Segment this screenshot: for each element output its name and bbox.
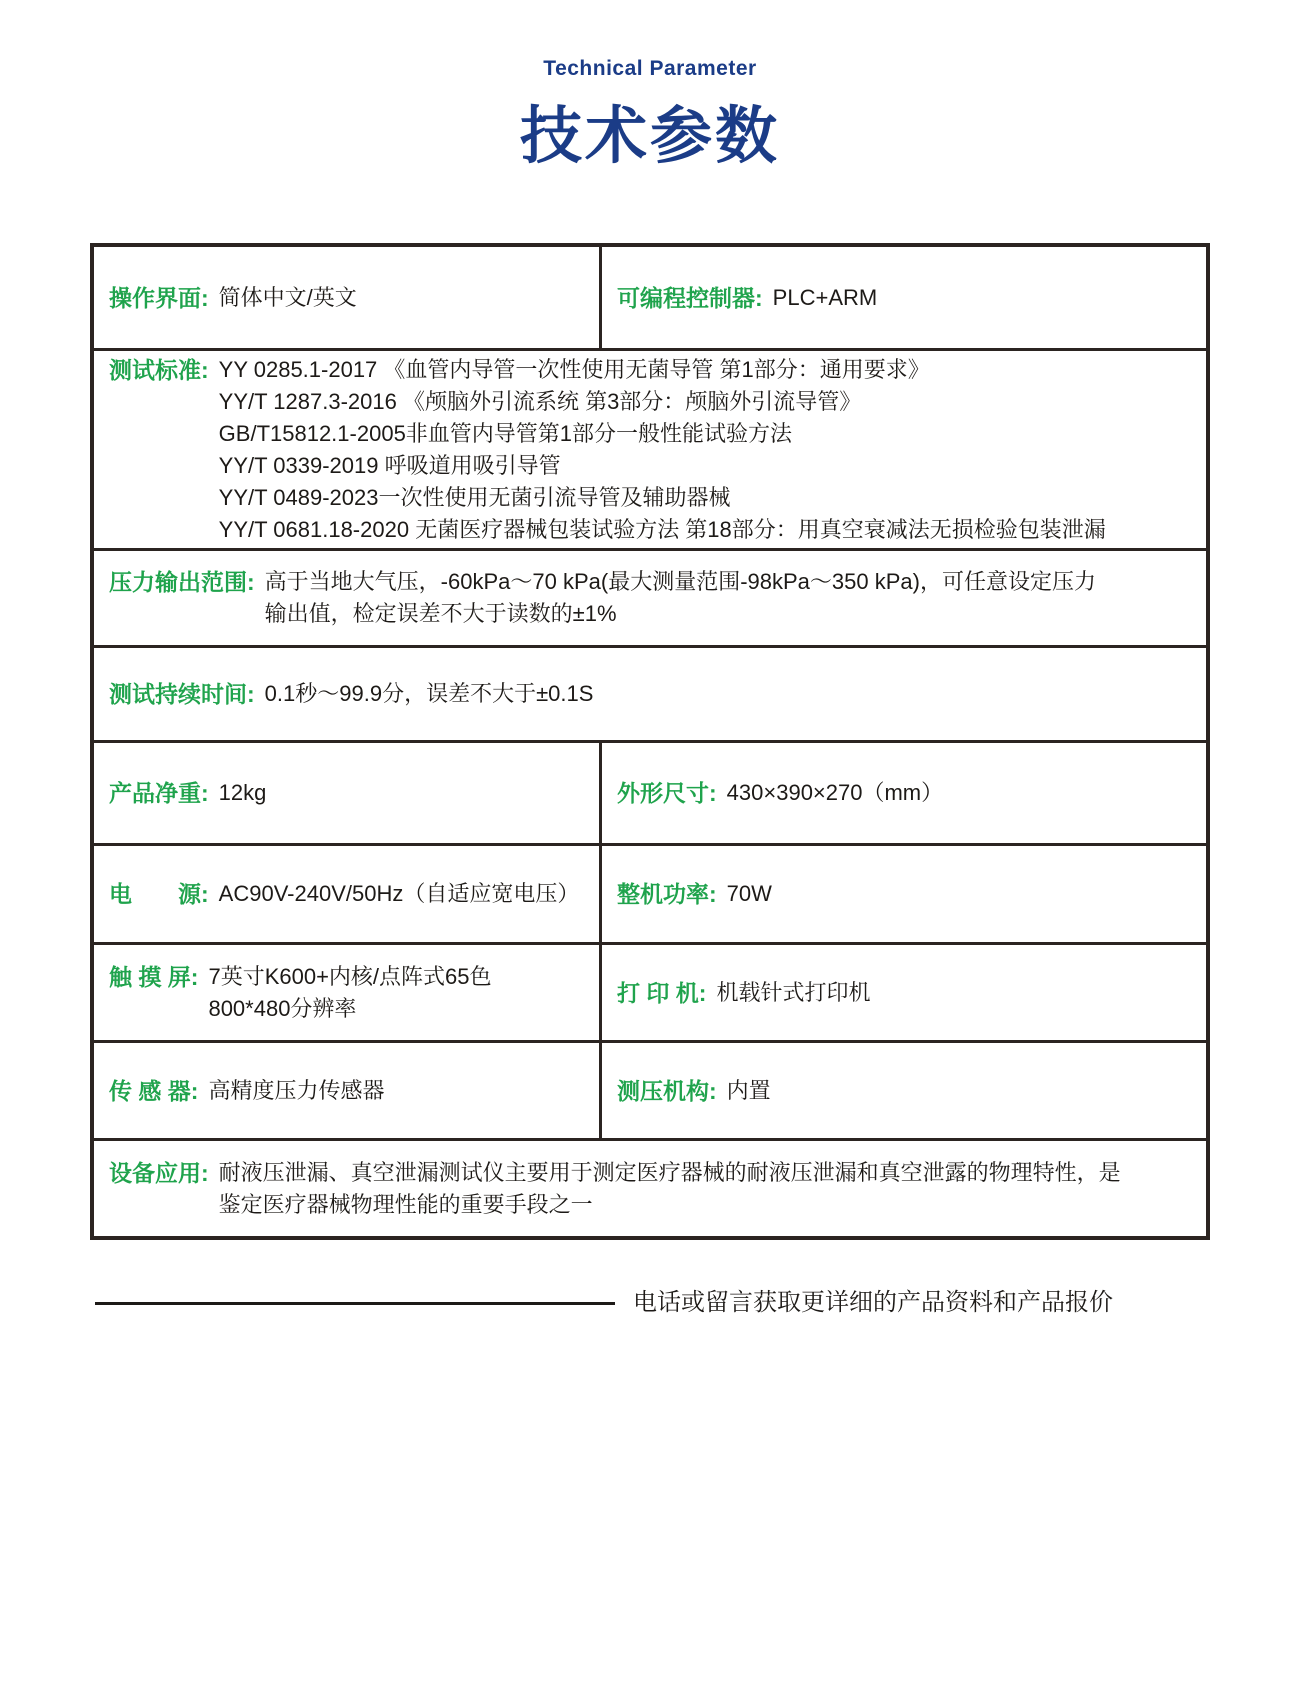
standard-line: YY/T 1287.3-2016 《颅脑外引流系统 第3部分：颅脑外引流导管》 xyxy=(218,388,862,414)
cell-pressure-range xyxy=(94,551,1206,645)
footer-rule xyxy=(95,1302,615,1305)
spec-table xyxy=(90,243,1210,1240)
cell-touchscreen xyxy=(94,945,602,1040)
dimensions-value: 430×390×270（mm） xyxy=(726,780,944,805)
total-power-label: 整机功率: xyxy=(617,881,717,907)
standard-line: YY/T 0681.18-2020 无菌医疗器械包装试验方法 第18部分：用真空衰减法无损检验包装泄漏 xyxy=(218,516,1106,542)
touchscreen-line: 800*480分辨率 xyxy=(208,995,357,1021)
operation-interface-value: 简体中文/英文 xyxy=(218,284,357,310)
net-weight-label: 产品净重: xyxy=(109,780,209,806)
pressure-range-line: 高于当地大气压，-60kPa～70 kPa(最大测量范围-98kPa～350 kPa)，可任意设定压力 xyxy=(264,569,1096,594)
pressure-mechanism-label: 测压机构: xyxy=(617,1077,717,1104)
operation-interface-label: 操作界面: xyxy=(109,284,209,311)
total-power-value: 70W xyxy=(726,881,772,906)
cell-power-supply xyxy=(94,846,602,942)
row-test-standards xyxy=(94,351,1206,551)
application-label: 设备应用: xyxy=(109,1159,209,1186)
application-line: 耐液压泄漏、真空泄漏测试仪主要用于测定医疗器械的耐液压泄漏和真空泄露的物理特性，是 xyxy=(218,1159,1121,1185)
cell-total-power xyxy=(602,846,1206,942)
page-title: 技术参数 xyxy=(519,102,780,171)
touchscreen-label: 触 摸 屏: xyxy=(109,963,199,990)
row-operation-plc xyxy=(94,247,1206,351)
standard-line: YY/T 0339-2019 呼吸道用吸引导管 xyxy=(218,452,561,478)
cell-printer xyxy=(602,945,1206,1040)
row-power-supply-power xyxy=(94,846,1206,945)
plc-label: 可编程控制器: xyxy=(617,284,763,311)
plc-value: PLC+ARM xyxy=(772,284,878,310)
cell-net-weight xyxy=(94,743,602,843)
row-weight-dimensions xyxy=(94,743,1206,846)
cell-dimensions xyxy=(602,743,1206,843)
row-application xyxy=(94,1141,1206,1236)
test-duration-label: 测试持续时间: xyxy=(109,681,255,707)
pressure-range-value xyxy=(265,566,1096,630)
power-supply-label: 电 源: xyxy=(109,881,209,907)
standard-line: YY 0285.1-2017 《血管内导管一次性使用无菌导管 第1部分：通用要求》 xyxy=(218,356,930,382)
dimensions-label: 外形尺寸: xyxy=(617,780,717,806)
cell-pressure-mechanism xyxy=(602,1043,1206,1138)
row-touchscreen-printer xyxy=(94,945,1206,1043)
cell-sensor xyxy=(94,1043,602,1138)
pressure-range-line: 输出值，检定误差不大于读数的±1% xyxy=(264,601,617,626)
printer-label: 打 印 机: xyxy=(617,979,707,1006)
touchscreen-value xyxy=(208,961,491,1025)
net-weight-value: 12kg xyxy=(218,780,267,805)
footer-note: 电话或留言获取更详细的产品资料和产品报价 xyxy=(633,1289,1113,1316)
row-pressure-range xyxy=(94,551,1206,648)
test-duration-value: 0.1秒～99.9分，误差不大于±0.1S xyxy=(264,681,594,706)
subtitle-english: Technical Parameter xyxy=(543,57,757,80)
row-sensor-pressure-mech xyxy=(94,1043,1206,1141)
cell-application xyxy=(94,1141,1206,1236)
standard-line: GB/T15812.1-2005非血管内导管第1部分一般性能试验方法 xyxy=(218,420,793,446)
application-line: 鉴定医疗器械物理性能的重要手段之一 xyxy=(218,1191,593,1217)
pressure-range-label: 压力输出范围: xyxy=(109,569,255,595)
sensor-label: 传 感 器: xyxy=(109,1077,199,1104)
footer xyxy=(95,1286,1210,1320)
test-standards-value xyxy=(219,354,1106,546)
cell-test-duration xyxy=(94,648,1206,740)
printer-value: 机载针式打印机 xyxy=(716,979,871,1005)
power-supply-value: AC90V-240V/50Hz（自适应宽电压） xyxy=(218,881,580,906)
pressure-mechanism-value: 内置 xyxy=(726,1077,771,1103)
cell-operation-interface xyxy=(94,247,602,348)
cell-test-standards xyxy=(94,351,1206,548)
test-standards-label: 测试标准: xyxy=(109,356,209,383)
application-value xyxy=(219,1157,1121,1221)
touchscreen-line: 7英寸K600+内核/点阵式65色 xyxy=(208,963,492,989)
sensor-value: 高精度压力传感器 xyxy=(208,1077,385,1103)
cell-plc xyxy=(602,247,1206,348)
row-test-duration xyxy=(94,648,1206,743)
standard-line: YY/T 0489-2023一次性使用无菌引流导管及辅助器械 xyxy=(218,484,731,510)
